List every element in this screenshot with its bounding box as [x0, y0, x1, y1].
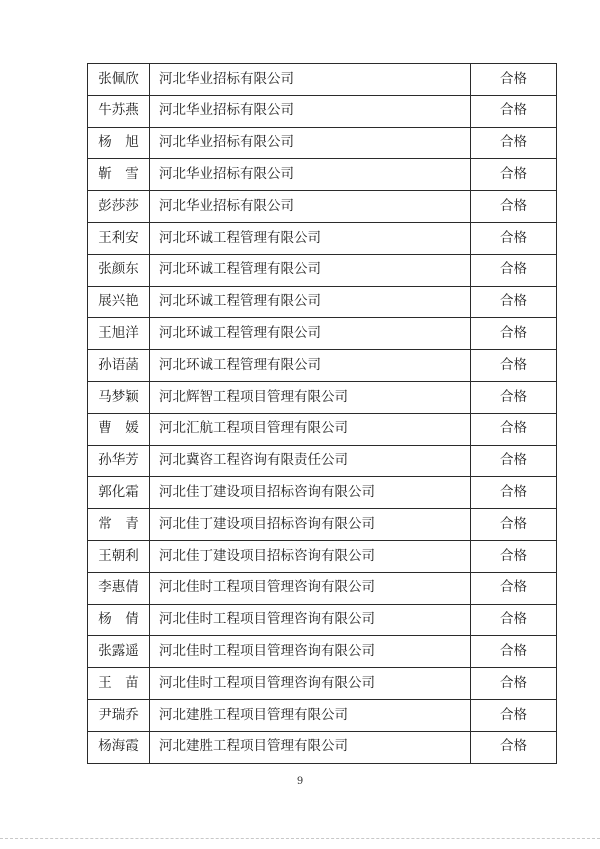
- table-row: [88, 95, 557, 127]
- person-name: 杨海霞: [88, 731, 150, 763]
- table-row: [88, 254, 557, 286]
- person-name: 常 青: [88, 509, 150, 541]
- person-name: 杨 倩: [88, 604, 150, 636]
- result-status: 合格: [471, 286, 557, 318]
- company-name: 河北华业招标有限公司: [150, 64, 471, 96]
- result-status: 合格: [471, 540, 557, 572]
- person-name: 张露遥: [88, 636, 150, 668]
- company-name: 河北佳时工程项目管理咨询有限公司: [150, 668, 471, 700]
- result-status: 合格: [471, 699, 557, 731]
- bottom-divider: [0, 838, 600, 839]
- person-name: 张颜东: [88, 254, 150, 286]
- table-row: [88, 318, 557, 350]
- result-status: 合格: [471, 64, 557, 96]
- table-row: [88, 445, 557, 477]
- table-row: [88, 477, 557, 509]
- company-name: 河北环诚工程管理有限公司: [150, 350, 471, 382]
- result-status: 合格: [471, 159, 557, 191]
- person-name: 李惠倩: [88, 572, 150, 604]
- company-name: 河北建胜工程项目管理有限公司: [150, 699, 471, 731]
- person-name: 马梦颖: [88, 381, 150, 413]
- company-name: 河北建胜工程项目管理有限公司: [150, 731, 471, 763]
- table-row: [88, 731, 557, 763]
- company-name: 河北佳时工程项目管理咨询有限公司: [150, 636, 471, 668]
- table-row: [88, 350, 557, 382]
- page-number: 9: [296, 776, 304, 787]
- table-row: [88, 540, 557, 572]
- person-name: 彭莎莎: [88, 191, 150, 223]
- result-status: 合格: [471, 477, 557, 509]
- person-name: 靳 雪: [88, 159, 150, 191]
- result-status: 合格: [471, 254, 557, 286]
- result-status: 合格: [471, 509, 557, 541]
- result-status: 合格: [471, 127, 557, 159]
- company-name: 河北冀咨工程咨询有限责任公司: [150, 445, 471, 477]
- table-row: [88, 191, 557, 223]
- company-name: 河北佳时工程项目管理咨询有限公司: [150, 572, 471, 604]
- company-name: 河北佳时工程项目管理咨询有限公司: [150, 604, 471, 636]
- company-name: 河北环诚工程管理有限公司: [150, 318, 471, 350]
- company-name: 河北汇航工程项目管理有限公司: [150, 413, 471, 445]
- table-row: [88, 286, 557, 318]
- company-name: 河北辉智工程项目管理有限公司: [150, 381, 471, 413]
- result-status: 合格: [471, 381, 557, 413]
- person-name: 尹瑞乔: [88, 699, 150, 731]
- result-status: 合格: [471, 636, 557, 668]
- table-row: [88, 222, 557, 254]
- result-status: 合格: [471, 95, 557, 127]
- table-row: [88, 699, 557, 731]
- result-status: 合格: [471, 318, 557, 350]
- person-name: 张佩欣: [88, 64, 150, 96]
- result-status: 合格: [471, 191, 557, 223]
- company-name: 河北华业招标有限公司: [150, 159, 471, 191]
- person-name: 曹 媛: [88, 413, 150, 445]
- result-status: 合格: [471, 731, 557, 763]
- company-name: 河北华业招标有限公司: [150, 191, 471, 223]
- company-name: 河北佳丁建设项目招标咨询有限公司: [150, 540, 471, 572]
- person-name: 王 苗: [88, 668, 150, 700]
- results-table: [87, 63, 557, 764]
- person-name: 牛苏燕: [88, 95, 150, 127]
- person-name: 王朝利: [88, 540, 150, 572]
- result-status: 合格: [471, 572, 557, 604]
- company-name: 河北环诚工程管理有限公司: [150, 286, 471, 318]
- result-status: 合格: [471, 668, 557, 700]
- result-status: 合格: [471, 604, 557, 636]
- table-row: [88, 668, 557, 700]
- table-row: [88, 381, 557, 413]
- table-row: [88, 159, 557, 191]
- company-name: 河北华业招标有限公司: [150, 127, 471, 159]
- table-row: [88, 636, 557, 668]
- person-name: 郭化霜: [88, 477, 150, 509]
- person-name: 王利安: [88, 222, 150, 254]
- person-name: 杨 旭: [88, 127, 150, 159]
- person-name: 孙华芳: [88, 445, 150, 477]
- company-name: 河北华业招标有限公司: [150, 95, 471, 127]
- company-name: 河北佳丁建设项目招标咨询有限公司: [150, 509, 471, 541]
- person-name: 展兴艳: [88, 286, 150, 318]
- result-status: 合格: [471, 350, 557, 382]
- result-status: 合格: [471, 445, 557, 477]
- company-name: 河北环诚工程管理有限公司: [150, 254, 471, 286]
- person-name: 孙语菡: [88, 350, 150, 382]
- table-row: [88, 413, 557, 445]
- result-status: 合格: [471, 413, 557, 445]
- person-name: 王旭洋: [88, 318, 150, 350]
- company-name: 河北环诚工程管理有限公司: [150, 222, 471, 254]
- table-row: [88, 509, 557, 541]
- company-name: 河北佳丁建设项目招标咨询有限公司: [150, 477, 471, 509]
- result-status: 合格: [471, 222, 557, 254]
- table-row: [88, 64, 557, 96]
- table-row: [88, 572, 557, 604]
- results-table-body: [88, 64, 557, 764]
- table-row: [88, 604, 557, 636]
- table-row: [88, 127, 557, 159]
